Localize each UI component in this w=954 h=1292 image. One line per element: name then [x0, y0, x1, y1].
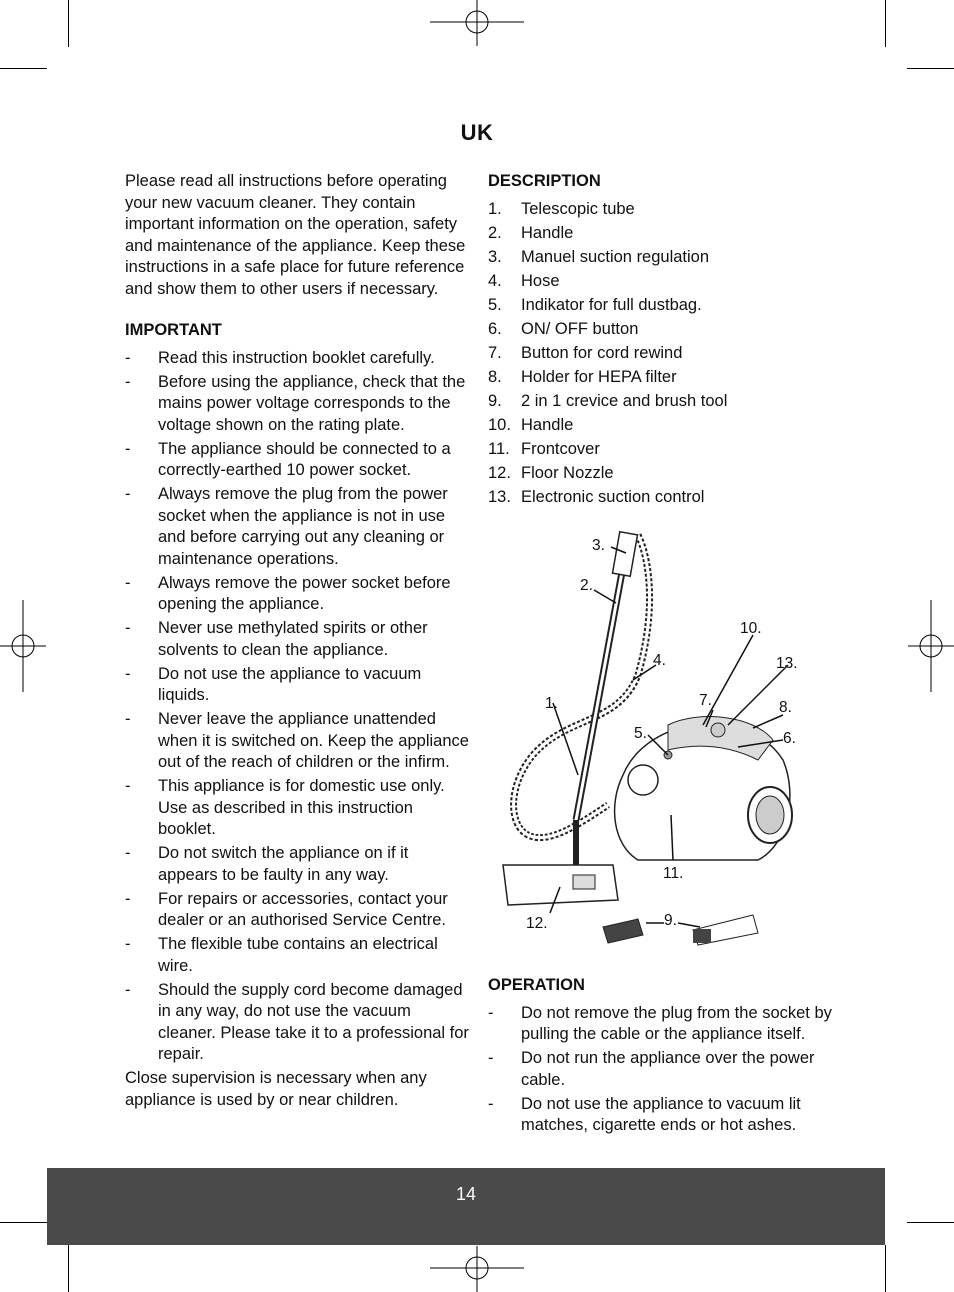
- callout-11: 11.: [663, 865, 684, 882]
- callout-8: 8.: [779, 699, 792, 716]
- important-heading: IMPORTANT: [125, 321, 222, 339]
- list-item: 7. Button for cord rewind: [488, 343, 683, 362]
- registration-mark-bottom: [430, 1246, 524, 1292]
- crop-mark: [907, 68, 954, 69]
- list-item: - For repairs or accessories, contact your dealer or an authorised Service Centre.: [125, 889, 448, 929]
- registration-mark-left: [0, 600, 46, 692]
- callout-7: 7.: [699, 692, 712, 709]
- list-item: 3. Manuel suction regulation: [488, 247, 710, 266]
- list-item: 4. Hose: [488, 271, 560, 290]
- list-item: 13. Electronic suction control: [488, 487, 705, 506]
- crop-mark: [907, 1222, 954, 1223]
- list-item: - Always remove the plug from the power socket when the appliance is not in use and before carrying out any cleaning or maintenance operations.: [125, 485, 448, 568]
- list-item: 5. Indikator for full dustbag.: [488, 295, 702, 314]
- crop-mark: [68, 0, 69, 47]
- operation-section: [488, 975, 833, 1139]
- list-item: - Before using the appliance, check that the mains power voltage corresponds to the voltage shown on the rating plate.: [125, 372, 466, 434]
- left-column: [125, 171, 470, 1111]
- crop-mark: [885, 0, 886, 47]
- list-item: - Do not use the appliance to vacuum liquids.: [125, 664, 422, 704]
- list-item: - The appliance should be connected to a correctly-earthed 10 power socket.: [125, 439, 451, 479]
- list-item: - Do not run the appliance over the power cable.: [488, 1049, 815, 1089]
- list-item: 10. Handle: [488, 415, 574, 434]
- crop-mark: [0, 1222, 47, 1223]
- description-list: [488, 199, 833, 511]
- callout-2: 2.: [580, 577, 593, 594]
- list-item: 8. Holder for HEPA filter: [488, 367, 677, 386]
- footer-bar: [47, 1168, 885, 1245]
- callout-13: 13.: [776, 655, 798, 672]
- list-item: 6. ON/ OFF button: [488, 319, 639, 338]
- callout-3: 3.: [592, 537, 605, 554]
- list-item: - Read this instruction booklet carefully.: [125, 348, 435, 367]
- crop-mark: [68, 1245, 69, 1292]
- callout-4: 4.: [653, 652, 666, 669]
- callout-12: 12.: [526, 915, 548, 932]
- list-item: - Do not switch the appliance on if it appears to be faulty in any way.: [125, 844, 409, 884]
- crop-mark: [885, 1245, 886, 1292]
- callout-5: 5.: [634, 725, 647, 742]
- registration-mark-right: [908, 600, 954, 692]
- crop-mark: [0, 68, 47, 69]
- description-heading: DESCRIPTION: [488, 172, 601, 190]
- page-number: 14: [455, 1184, 477, 1204]
- list-item: - Never use methylated spirits or other solvents to clean the appliance.: [125, 619, 428, 659]
- list-item: - Do not use the appliance to vacuum lit matches, cigarette ends or hot ashes.: [488, 1094, 801, 1134]
- list-item: - Do not remove the plug from the socket by pulling the cable or the appliance itself.: [488, 1003, 832, 1043]
- operation-heading: OPERATION: [488, 976, 585, 994]
- list-item: 11. Frontcover: [488, 439, 600, 458]
- list-item: - Never leave the appliance unattended when it is switched on. Keep the appliance out of the reach of children or the infirm.: [125, 710, 469, 771]
- intro-paragraph: Please read all instructions before operating your new vacuum cleaner. They contain important information on the operation, safety and maintenance of the appliance. Keep these instructions in a safe place for future reference and show them to other users if necessary.: [125, 172, 466, 298]
- callout-9: 9.: [664, 912, 677, 929]
- callout-10: 10.: [740, 620, 762, 637]
- list-item: - The flexible tube contains an electrical wire.: [125, 935, 438, 975]
- list-item: - This appliance is for domestic use only. Use as described in this instruction booklet.: [125, 777, 445, 838]
- callout-1: 1.: [545, 695, 558, 712]
- list-item: - Should the supply cord become damaged in any way, do not use the vacuum cleaner. Please take it to a professional for repair.: [125, 980, 469, 1063]
- language-heading: UK: [460, 120, 494, 145]
- list-item: 2. Handle: [488, 223, 574, 242]
- list-item: - Always remove the power socket before opening the appliance.: [125, 573, 451, 613]
- vacuum-cleaner-diagram: [488, 515, 798, 960]
- operation-list: [488, 1003, 833, 1137]
- registration-mark-top: [430, 0, 524, 46]
- closing-paragraph: Close supervision is necessary when any appliance is used by or near children.: [125, 1069, 427, 1109]
- important-list: [125, 348, 470, 1066]
- right-column: [488, 171, 833, 511]
- list-item: 1. Telescopic tube: [488, 199, 635, 218]
- callout-6: 6.: [783, 730, 796, 747]
- list-item: 12. Floor Nozzle: [488, 463, 614, 482]
- list-item: 9. 2 in 1 crevice and brush tool: [488, 391, 728, 410]
